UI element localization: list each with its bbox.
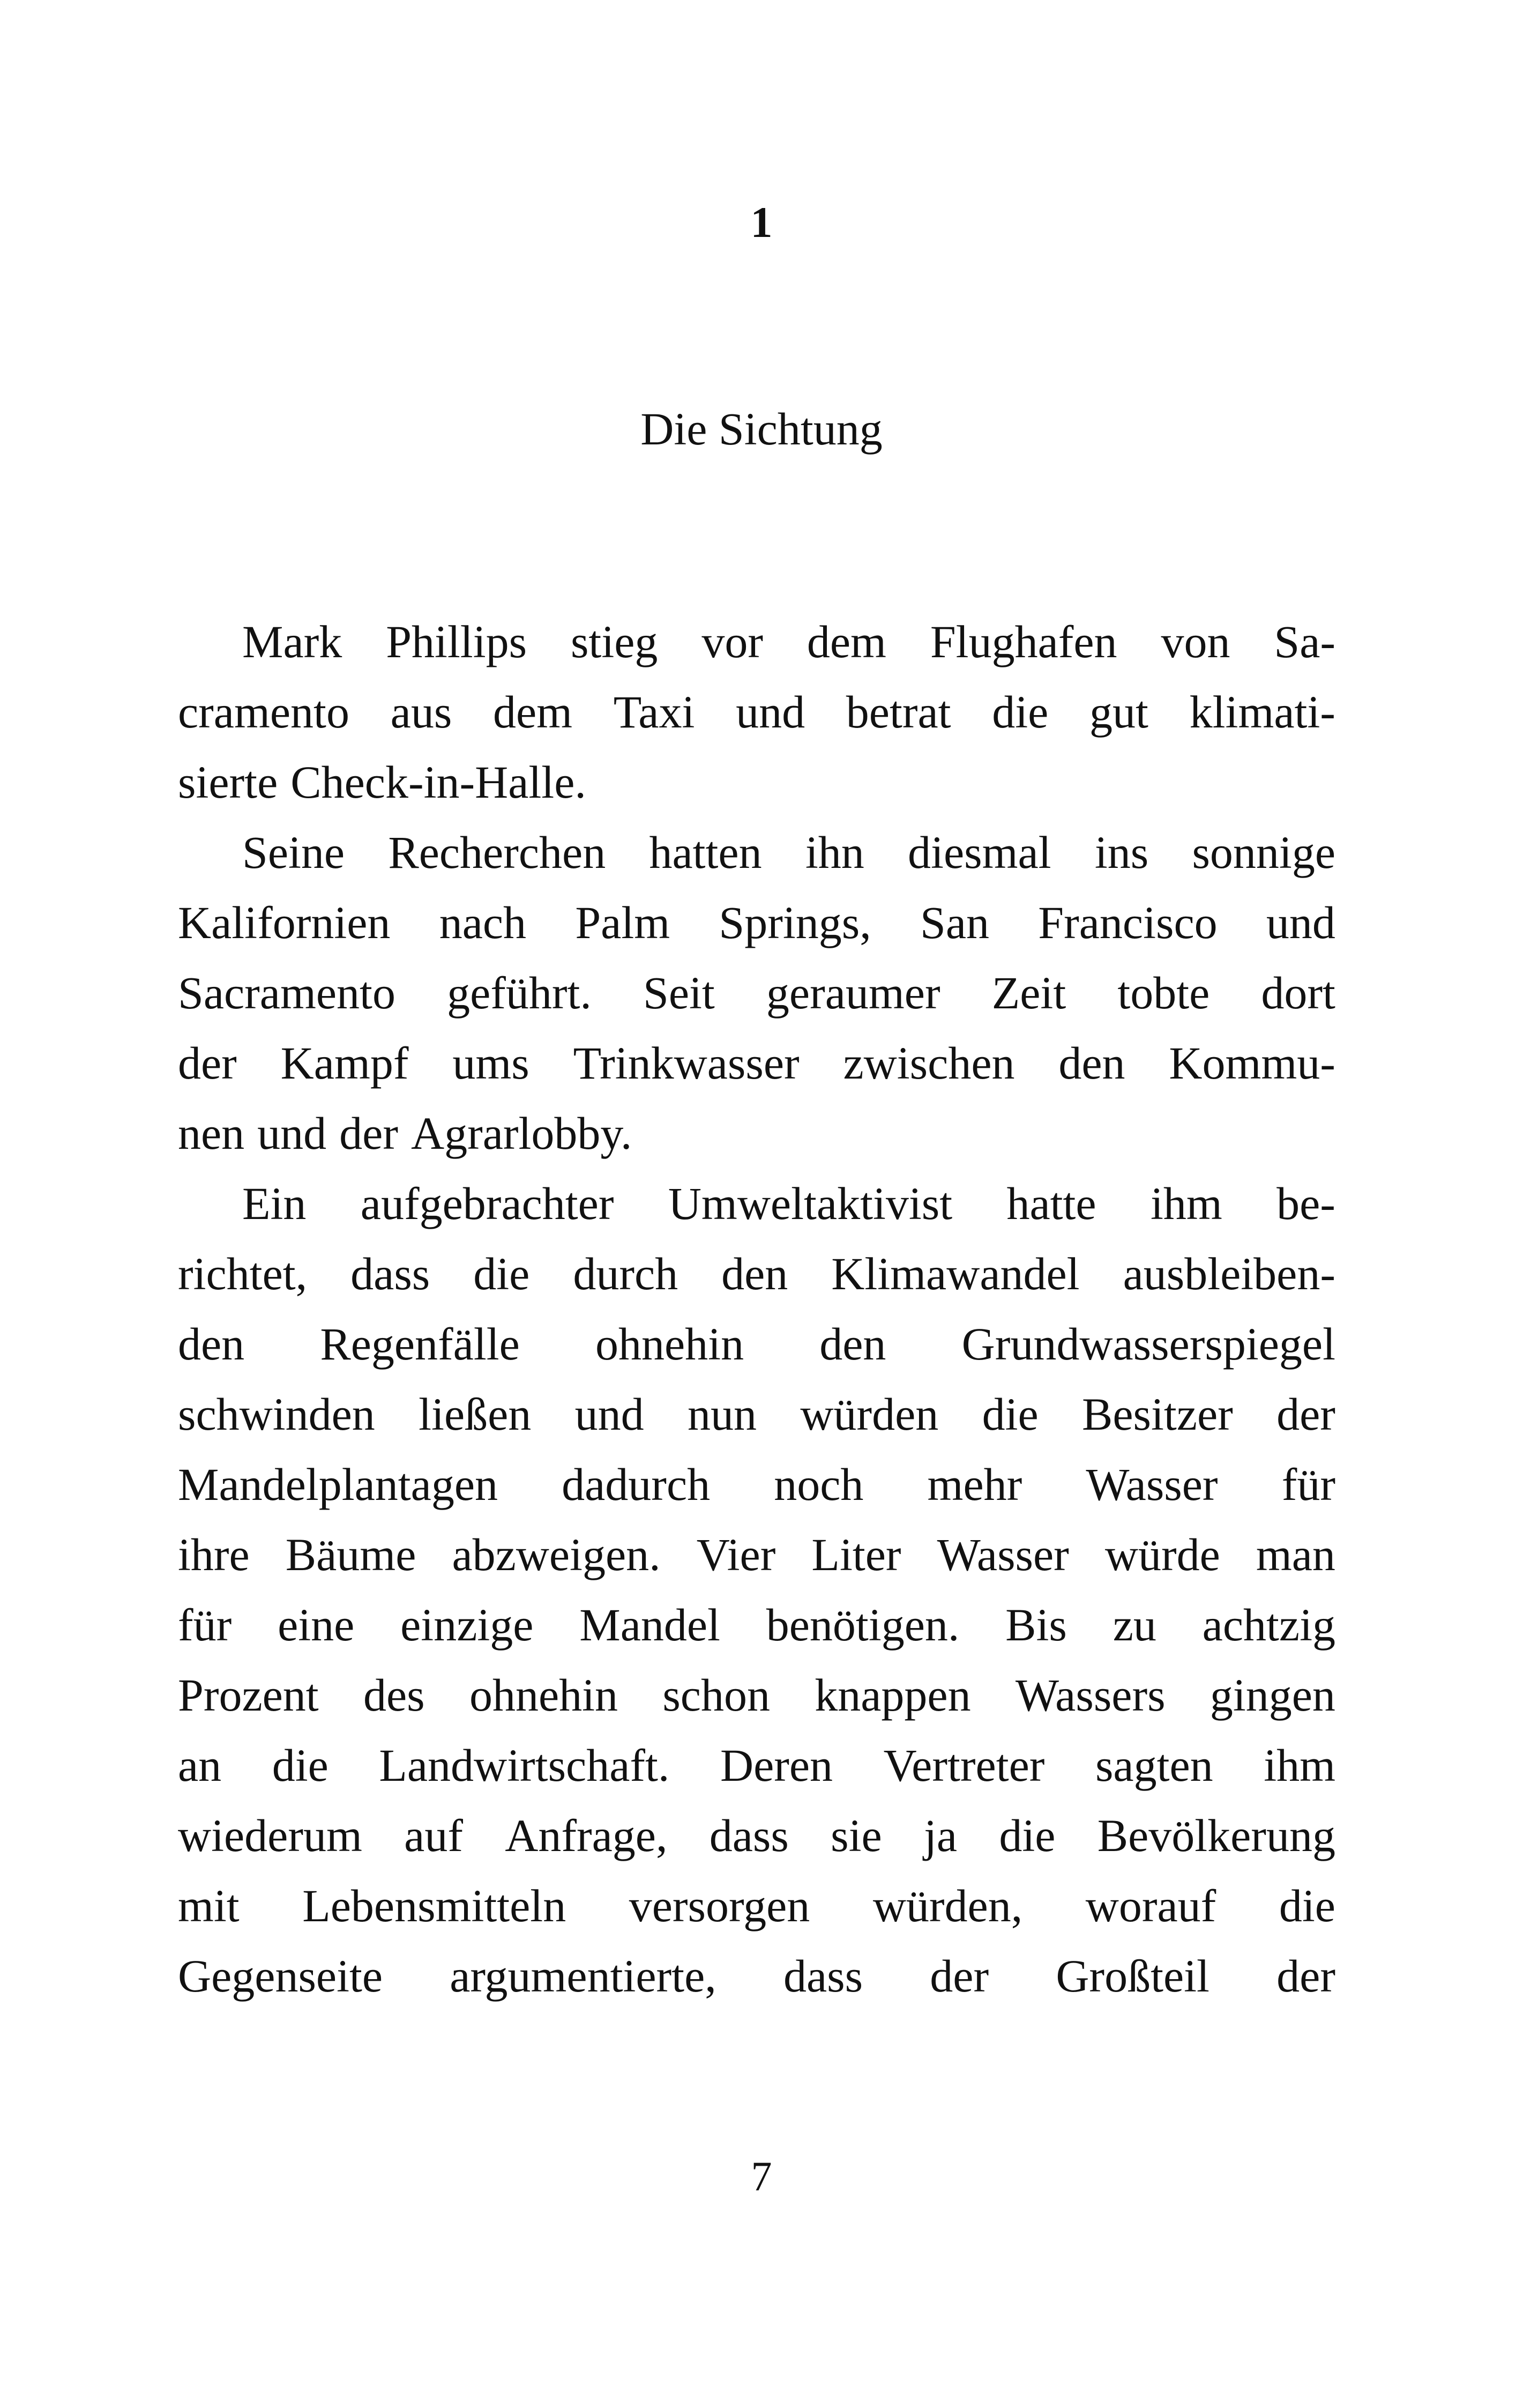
page-number: 7 <box>751 2153 772 2199</box>
text-line: den Regenfälle ohnehin den Grundwasserspiegel <box>178 1318 1335 1370</box>
text-line: der Kampf ums Trinkwasser zwischen den Kommu- <box>178 1037 1335 1089</box>
text-line: ihre Bäume abzweigen. Vier Liter Wasser würde man <box>178 1529 1335 1580</box>
body-text <box>178 607 1335 2011</box>
text-line: wiederum auf Anfrage, dass sie ja die Bevölkerung <box>178 1810 1335 1861</box>
text-line: für eine einzige Mandel benötigen. Bis zu achtzig <box>178 1599 1335 1651</box>
text-line: Prozent des ohnehin schon knappen Wassers gingen <box>178 1669 1335 1721</box>
text-line: schwinden ließen und nun würden die Besitzer der <box>178 1388 1335 1440</box>
chapter-title: Die Sichtung <box>640 403 883 455</box>
text-line: Ein aufgebrachter Umweltaktivist hatte ihm be- <box>242 1178 1335 1229</box>
text-line: Mark Phillips stieg vor dem Flughafen von Sa- <box>242 616 1335 667</box>
text-line: cramento aus dem Taxi und betrat die gut klimati- <box>178 686 1335 738</box>
text-line: Kalifornien nach Palm Springs, San Francisco und <box>178 897 1335 948</box>
text-line: Seine Recherchen hatten ihn diesmal ins sonnige <box>242 827 1335 878</box>
text-line: an die Landwirtschaft. Deren Vertreter sagten ihm <box>178 1740 1335 1791</box>
text-line: mit Lebensmitteln versorgen würden, worauf die <box>178 1880 1335 1931</box>
text-line: Gegenseite argumentierte, dass der Großteil der <box>178 1950 1335 2002</box>
text-line: Mandelplantagen dadurch noch mehr Wasser für <box>178 1459 1335 1510</box>
text-line: Sacramento geführt. Seit geraumer Zeit tobte dort <box>178 967 1335 1019</box>
text-line: nen und der Agrarlobby. <box>178 1108 632 1159</box>
text-line: sierte Check-in-Halle. <box>178 756 586 808</box>
text-line: richtet, dass die durch den Klimawandel ausbleiben- <box>178 1248 1335 1299</box>
chapter-number: 1 <box>750 198 773 247</box>
